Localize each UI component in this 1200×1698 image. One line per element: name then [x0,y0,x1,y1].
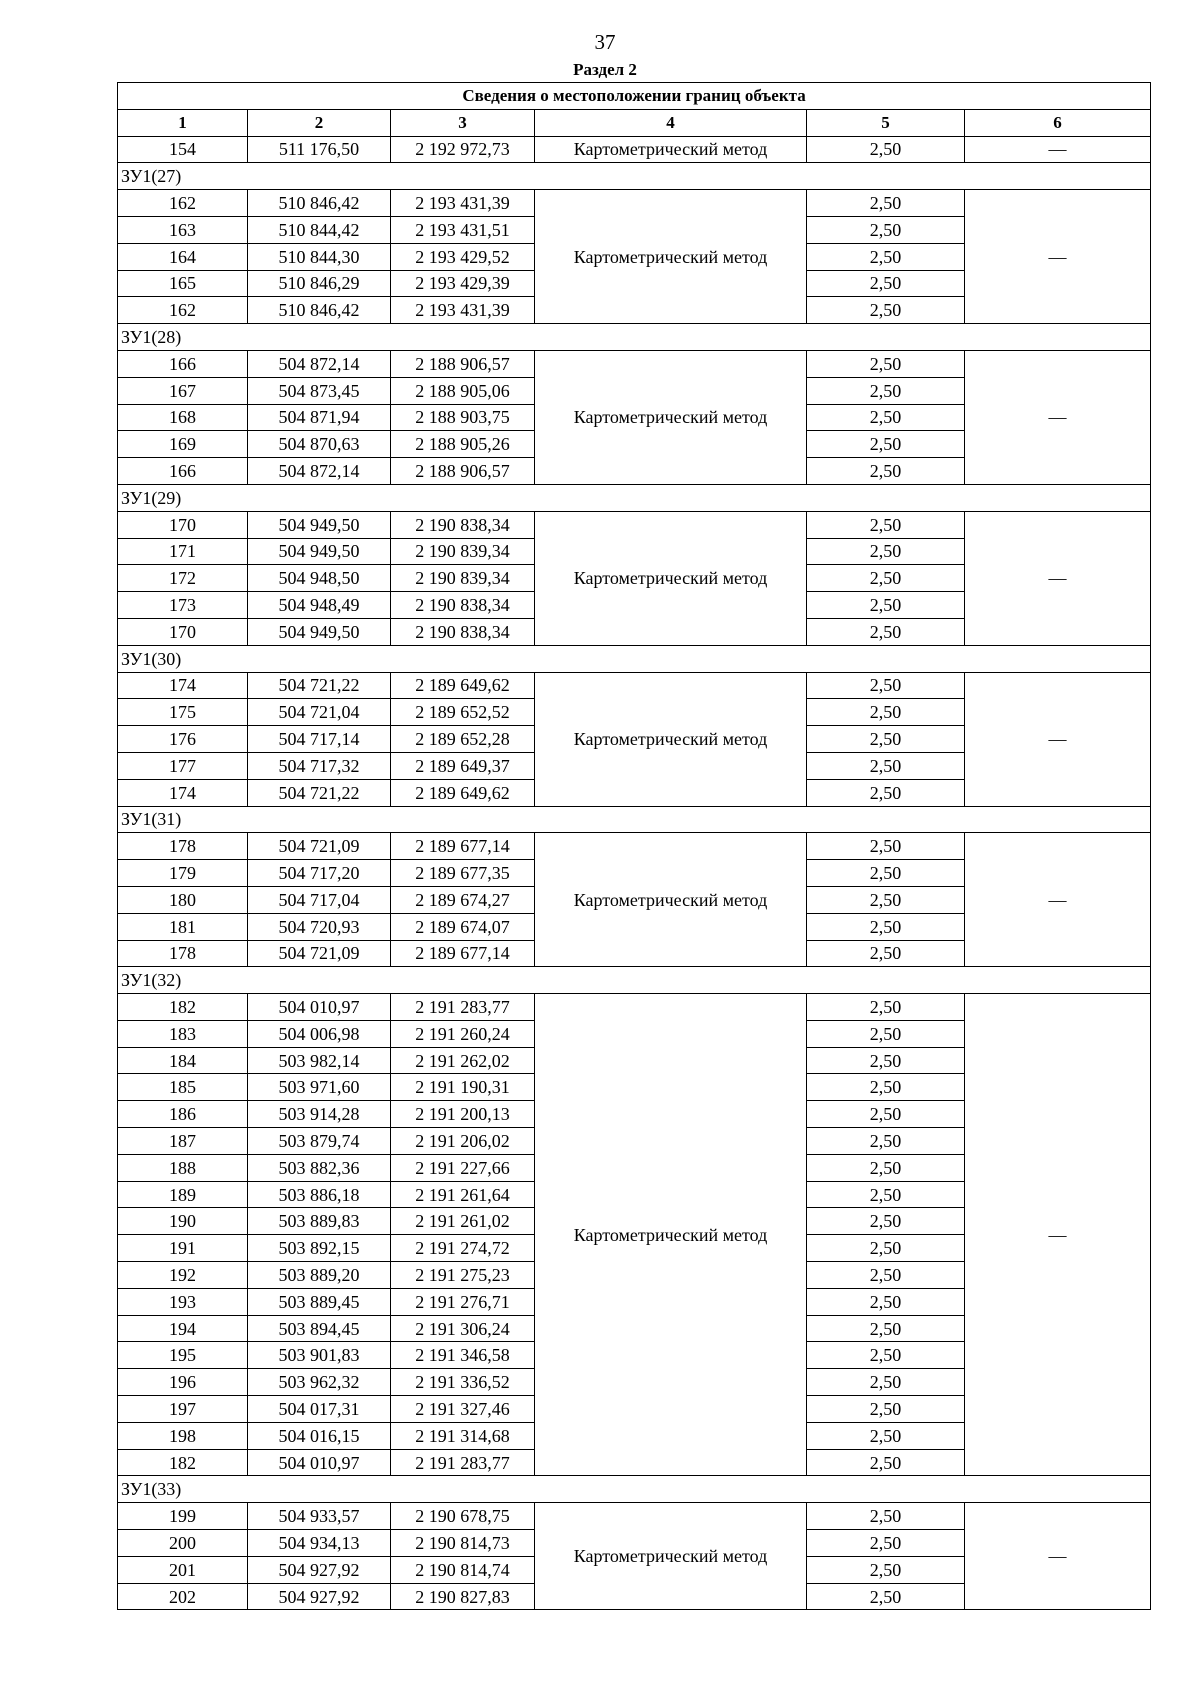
accuracy-cell: 2,50 [807,913,965,940]
coordinate-y: 2 191 283,77 [391,994,535,1021]
accuracy-cell: 2,50 [807,860,965,887]
column-header-2: 2 [248,109,391,136]
column-header-4: 4 [535,109,807,136]
description-cell: — [965,350,1151,484]
coordinate-x: 510 846,29 [248,270,391,297]
method-cell: Картометрический метод [535,350,807,484]
coordinate-x: 503 889,45 [248,1288,391,1315]
coordinate-x: 503 886,18 [248,1181,391,1208]
coordinate-x: 503 914,28 [248,1101,391,1128]
point-number: 182 [118,1449,248,1476]
coordinate-y: 2 191 283,77 [391,1449,535,1476]
coordinate-x: 504 717,14 [248,726,391,753]
accuracy-cell: 2,50 [807,833,965,860]
coordinate-x: 510 844,42 [248,216,391,243]
method-cell: Картометрический метод [535,672,807,806]
coordinate-x: 503 882,36 [248,1154,391,1181]
point-number: 178 [118,940,248,967]
coordinate-y: 2 191 276,71 [391,1288,535,1315]
description-cell: — [965,672,1151,806]
coordinate-y: 2 188 906,57 [391,458,535,485]
coordinate-x: 504 017,31 [248,1396,391,1423]
coordinate-y: 2 191 190,31 [391,1074,535,1101]
point-number: 175 [118,699,248,726]
point-number: 187 [118,1128,248,1155]
accuracy-cell: 2,50 [807,1047,965,1074]
group-label: ЗУ1(28) [118,324,1151,351]
point-number: 163 [118,216,248,243]
coordinate-x: 511 176,50 [248,136,391,163]
point-number: 196 [118,1369,248,1396]
group-label: ЗУ1(27) [118,163,1151,190]
table-row [118,190,1151,217]
table-row [118,672,1151,699]
table-row [118,1503,1151,1530]
point-number: 200 [118,1530,248,1557]
point-number: 166 [118,458,248,485]
point-number: 188 [118,1154,248,1181]
accuracy-cell: 2,50 [807,1530,965,1557]
accuracy-cell: 2,50 [807,565,965,592]
coordinate-x: 504 870,63 [248,431,391,458]
accuracy-cell: 2,50 [807,1154,965,1181]
accuracy-cell: 2,50 [807,1583,965,1610]
coordinate-y: 2 189 652,28 [391,726,535,753]
method-cell: Картометрический метод [535,136,807,163]
group-row [118,645,1151,672]
coordinate-y: 2 191 260,24 [391,1020,535,1047]
coordinate-x: 504 927,92 [248,1556,391,1583]
coordinate-y: 2 190 839,34 [391,538,535,565]
coordinate-x: 504 720,93 [248,913,391,940]
point-number: 202 [118,1583,248,1610]
point-number: 162 [118,190,248,217]
point-number: 169 [118,431,248,458]
method-cell: Картометрический метод [535,190,807,324]
header-row [118,109,1151,136]
accuracy-cell: 2,50 [807,350,965,377]
point-number: 171 [118,538,248,565]
table-row [118,511,1151,538]
coordinate-x: 504 934,13 [248,1530,391,1557]
group-row [118,163,1151,190]
coordinate-y: 2 188 905,06 [391,377,535,404]
group-label: ЗУ1(32) [118,967,1151,994]
accuracy-cell: 2,50 [807,511,965,538]
point-number: 168 [118,404,248,431]
coordinate-x: 504 872,14 [248,350,391,377]
point-number: 194 [118,1315,248,1342]
coordinate-x: 504 872,14 [248,458,391,485]
accuracy-cell: 2,50 [807,618,965,645]
point-number: 181 [118,913,248,940]
description-cell: — [965,136,1151,163]
accuracy-cell: 2,50 [807,136,965,163]
coordinate-y: 2 191 306,24 [391,1315,535,1342]
group-label: ЗУ1(33) [118,1476,1151,1503]
coordinate-x: 504 873,45 [248,377,391,404]
table-row [118,136,1151,163]
coordinate-y: 2 193 429,39 [391,270,535,297]
coordinate-y: 2 190 814,74 [391,1556,535,1583]
coordinate-y: 2 189 674,07 [391,913,535,940]
coordinate-y: 2 189 649,37 [391,752,535,779]
point-number: 190 [118,1208,248,1235]
coordinate-x: 504 927,92 [248,1583,391,1610]
table-row [118,833,1151,860]
coordinate-y: 2 189 649,62 [391,672,535,699]
point-number: 186 [118,1101,248,1128]
group-row [118,1476,1151,1503]
coordinate-y: 2 191 200,13 [391,1101,535,1128]
coordinate-x: 504 948,49 [248,592,391,619]
point-number: 191 [118,1235,248,1262]
point-number: 201 [118,1556,248,1583]
accuracy-cell: 2,50 [807,672,965,699]
point-number: 198 [118,1422,248,1449]
page-number: 37 [594,30,616,54]
coordinate-y: 2 189 677,14 [391,833,535,860]
point-number: 166 [118,350,248,377]
point-number: 164 [118,243,248,270]
coordinate-x: 504 717,20 [248,860,391,887]
accuracy-cell: 2,50 [807,1181,965,1208]
coordinate-y: 2 193 431,51 [391,216,535,243]
coordinate-y: 2 191 261,64 [391,1181,535,1208]
coordinate-y: 2 191 227,66 [391,1154,535,1181]
coordinate-x: 504 016,15 [248,1422,391,1449]
accuracy-cell: 2,50 [807,1128,965,1155]
coordinate-x: 504 010,97 [248,994,391,1021]
accuracy-cell: 2,50 [807,779,965,806]
coordinate-x: 503 971,60 [248,1074,391,1101]
accuracy-cell: 2,50 [807,1262,965,1289]
coordinate-y: 2 191 327,46 [391,1396,535,1423]
coordinate-x: 504 871,94 [248,404,391,431]
accuracy-cell: 2,50 [807,752,965,779]
accuracy-cell: 2,50 [807,1503,965,1530]
point-number: 193 [118,1288,248,1315]
method-cell: Картометрический метод [535,994,807,1476]
coordinate-x: 504 948,50 [248,565,391,592]
accuracy-cell: 2,50 [807,1101,965,1128]
coordinate-x: 504 721,22 [248,779,391,806]
point-number: 180 [118,886,248,913]
accuracy-cell: 2,50 [807,1235,965,1262]
point-number: 172 [118,565,248,592]
description-cell: — [965,511,1151,645]
point-number: 174 [118,779,248,806]
coordinate-x: 504 010,97 [248,1449,391,1476]
method-cell: Картометрический метод [535,833,807,967]
coordinate-y: 2 190 838,34 [391,592,535,619]
coordinate-y: 2 190 814,73 [391,1530,535,1557]
accuracy-cell: 2,50 [807,699,965,726]
accuracy-cell: 2,50 [807,1369,965,1396]
accuracy-cell: 2,50 [807,1315,965,1342]
accuracy-cell: 2,50 [807,726,965,753]
method-cell: Картометрический метод [535,511,807,645]
group-row [118,324,1151,351]
coordinate-y: 2 190 678,75 [391,1503,535,1530]
accuracy-cell: 2,50 [807,216,965,243]
coordinate-x: 503 901,83 [248,1342,391,1369]
point-number: 173 [118,592,248,619]
column-header-1: 1 [118,109,248,136]
coordinate-x: 503 892,15 [248,1235,391,1262]
point-number: 154 [118,136,248,163]
coordinate-y: 2 189 677,35 [391,860,535,887]
coordinate-y: 2 192 972,73 [391,136,535,163]
accuracy-cell: 2,50 [807,190,965,217]
accuracy-cell: 2,50 [807,538,965,565]
coordinate-y: 2 191 261,02 [391,1208,535,1235]
accuracy-cell: 2,50 [807,1288,965,1315]
point-number: 165 [118,270,248,297]
coordinate-y: 2 191 346,58 [391,1342,535,1369]
coordinate-y: 2 193 431,39 [391,297,535,324]
description-cell: — [965,833,1151,967]
group-row [118,806,1151,833]
accuracy-cell: 2,50 [807,243,965,270]
point-number: 179 [118,860,248,887]
description-cell: — [965,994,1151,1476]
description-cell: — [965,190,1151,324]
point-number: 195 [118,1342,248,1369]
accuracy-cell: 2,50 [807,270,965,297]
coordinate-y: 2 191 262,02 [391,1047,535,1074]
coordinate-x: 510 844,30 [248,243,391,270]
coordinate-y: 2 191 336,52 [391,1369,535,1396]
accuracy-cell: 2,50 [807,458,965,485]
coordinate-y: 2 191 274,72 [391,1235,535,1262]
point-number: 197 [118,1396,248,1423]
point-number: 170 [118,511,248,538]
point-number: 192 [118,1262,248,1289]
coordinate-x: 503 894,45 [248,1315,391,1342]
coordinate-x: 504 721,04 [248,699,391,726]
point-number: 167 [118,377,248,404]
accuracy-cell: 2,50 [807,1556,965,1583]
point-number: 162 [118,297,248,324]
point-number: 176 [118,726,248,753]
caption-row [118,83,1151,110]
accuracy-cell: 2,50 [807,1422,965,1449]
coordinate-y: 2 189 674,27 [391,886,535,913]
column-header-5: 5 [807,109,965,136]
point-number: 174 [118,672,248,699]
coordinate-x: 504 721,09 [248,833,391,860]
group-label: ЗУ1(29) [118,484,1151,511]
coordinate-y: 2 188 906,57 [391,350,535,377]
coordinate-x: 504 721,22 [248,672,391,699]
coordinate-x: 504 721,09 [248,940,391,967]
coordinate-x: 503 889,83 [248,1208,391,1235]
point-number: 170 [118,618,248,645]
coordinate-x: 504 949,50 [248,618,391,645]
coordinate-x: 504 717,32 [248,752,391,779]
coordinate-y: 2 189 677,14 [391,940,535,967]
accuracy-cell: 2,50 [807,404,965,431]
coordinate-x: 510 846,42 [248,297,391,324]
accuracy-cell: 2,50 [807,1449,965,1476]
coordinate-y: 2 190 839,34 [391,565,535,592]
accuracy-cell: 2,50 [807,1342,965,1369]
coordinate-x: 510 846,42 [248,190,391,217]
accuracy-cell: 2,50 [807,377,965,404]
point-number: 183 [118,1020,248,1047]
coordinate-y: 2 188 903,75 [391,404,535,431]
point-number: 178 [118,833,248,860]
coordinate-x: 503 982,14 [248,1047,391,1074]
coordinate-y: 2 189 652,52 [391,699,535,726]
coordinate-x: 503 879,74 [248,1128,391,1155]
coordinate-y: 2 191 314,68 [391,1422,535,1449]
point-number: 177 [118,752,248,779]
method-cell: Картометрический метод [535,1503,807,1610]
column-header-6: 6 [965,109,1151,136]
coordinate-y: 2 193 429,52 [391,243,535,270]
accuracy-cell: 2,50 [807,1396,965,1423]
group-label: ЗУ1(30) [118,645,1151,672]
point-number: 182 [118,994,248,1021]
group-row [118,484,1151,511]
accuracy-cell: 2,50 [807,994,965,1021]
coordinate-x: 504 717,04 [248,886,391,913]
coordinate-y: 2 190 827,83 [391,1583,535,1610]
accuracy-cell: 2,50 [807,431,965,458]
table-body [118,83,1151,1610]
coordinate-y: 2 191 206,02 [391,1128,535,1155]
accuracy-cell: 2,50 [807,886,965,913]
coordinate-x: 504 006,98 [248,1020,391,1047]
point-number: 189 [118,1181,248,1208]
table-row [118,350,1151,377]
table-row [118,994,1151,1021]
accuracy-cell: 2,50 [807,1020,965,1047]
point-number: 184 [118,1047,248,1074]
coordinate-y: 2 188 905,26 [391,431,535,458]
description-cell: — [965,1503,1151,1610]
coordinate-x: 504 949,50 [248,511,391,538]
accuracy-cell: 2,50 [807,592,965,619]
section-title: Раздел 2 [573,60,637,79]
coordinate-y: 2 190 838,34 [391,618,535,645]
accuracy-cell: 2,50 [807,1208,965,1235]
table-caption: Сведения о местоположении границ объекта [118,83,1151,110]
accuracy-cell: 2,50 [807,297,965,324]
group-row [118,967,1151,994]
accuracy-cell: 2,50 [807,940,965,967]
coordinate-y: 2 190 838,34 [391,511,535,538]
group-label: ЗУ1(31) [118,806,1151,833]
coordinate-y: 2 189 649,62 [391,779,535,806]
accuracy-cell: 2,50 [807,1074,965,1101]
point-number: 199 [118,1503,248,1530]
column-header-3: 3 [391,109,535,136]
coordinate-x: 503 962,32 [248,1369,391,1396]
coordinate-x: 504 949,50 [248,538,391,565]
coordinate-y: 2 191 275,23 [391,1262,535,1289]
coordinate-x: 504 933,57 [248,1503,391,1530]
coordinate-y: 2 193 431,39 [391,190,535,217]
boundary-coordinates-table [117,82,1151,1610]
point-number: 185 [118,1074,248,1101]
coordinate-x: 503 889,20 [248,1262,391,1289]
